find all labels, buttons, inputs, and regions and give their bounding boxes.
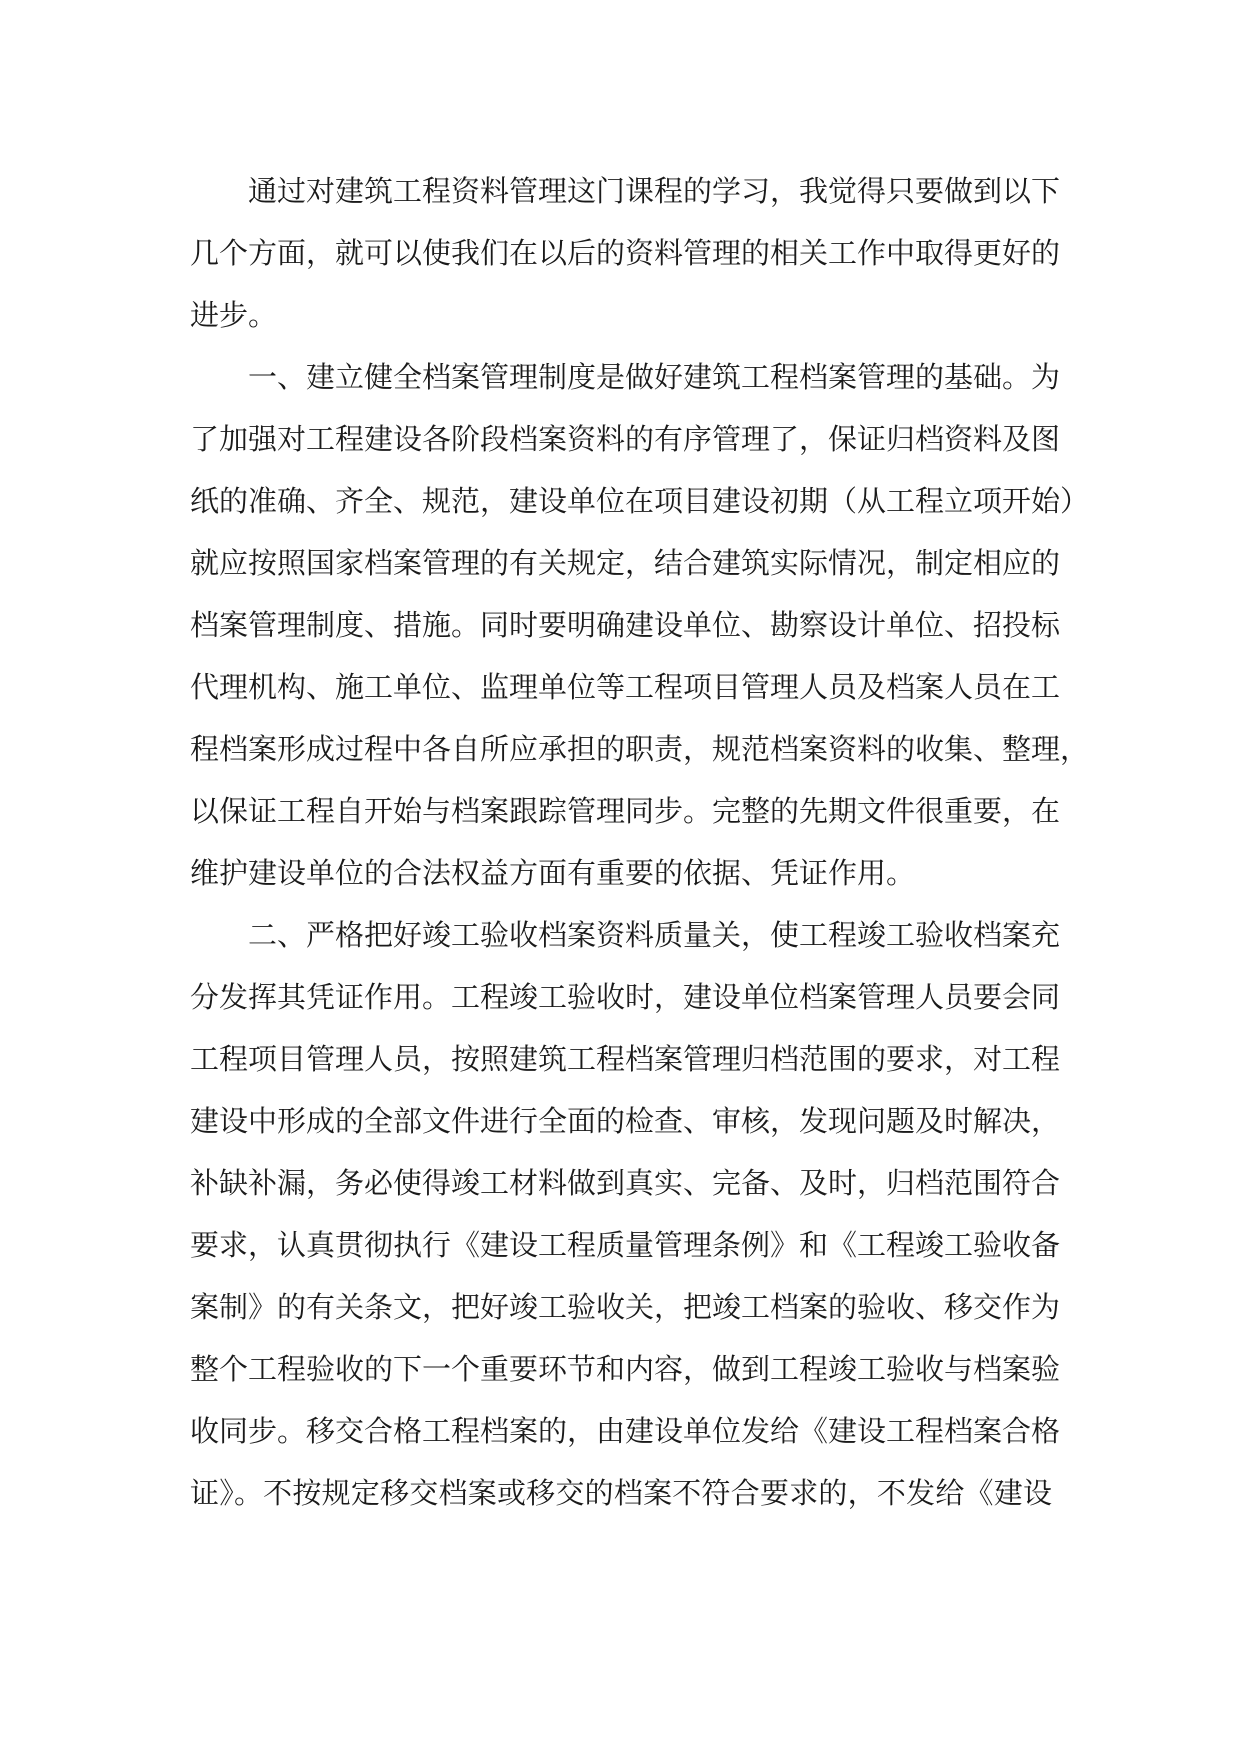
text-line: 代理机构、施工单位、监理单位等工程项目管理人员及档案人员在工 [190,670,1061,704]
text-line: 要求，认真贯彻执行《建设工程质量管理条例》和《工程竣工验收备 [190,1228,1061,1262]
document-body [190,160,1090,1524]
paragraph-intro [190,160,1061,346]
text-line: 收同步。移交合格工程档案的，由建设单位发给《建设工程档案合格 [190,1414,1061,1448]
text-line: 纸的准确、齐全、规范，建设单位在项目建设初期（从工程立项开始） [190,484,1090,518]
paragraph-section-two [190,904,1061,1524]
text-line: 了加强对工程建设各阶段档案资料的有序管理了，保证归档资料及图 [190,422,1061,456]
text-line: 通过对建筑工程资料管理这门课程的学习，我觉得只要做到以下 [248,174,1061,208]
text-line: 整个工程验收的下一个重要环节和内容，做到工程竣工验收与档案验 [190,1352,1061,1386]
paragraph-section-one [190,346,1090,904]
text-line: 二、严格把好竣工验收档案资料质量关，使工程竣工验收档案充 [248,918,1061,952]
text-line: 程档案形成过程中各自所应承担的职责，规范档案资料的收集、整理， [190,732,1090,766]
text-line: 一、建立健全档案管理制度是做好建筑工程档案管理的基础。为 [248,360,1061,394]
text-line: 以保证工程自开始与档案跟踪管理同步。完整的先期文件很重要，在 [190,794,1061,828]
text-line: 补缺补漏，务必使得竣工材料做到真实、完备、及时，归档范围符合 [190,1166,1061,1200]
text-line: 维护建设单位的合法权益方面有重要的依据、凭证作用。 [190,856,916,890]
text-line: 证》。不按规定移交档案或移交的档案不符合要求的，不发给《建设 [190,1476,1052,1510]
text-line: 建设中形成的全部文件进行全面的检查、审核，发现问题及时解决， [190,1104,1061,1138]
text-line: 分发挥其凭证作用。工程竣工验收时，建设单位档案管理人员要会同 [190,980,1061,1014]
text-line: 档案管理制度、措施。同时要明确建设单位、勘察设计单位、招投标 [190,608,1061,642]
text-line: 进步。 [190,298,278,332]
text-line: 案制》的有关条文，把好竣工验收关，把竣工档案的验收、移交作为 [190,1290,1061,1324]
text-line: 几个方面，就可以使我们在以后的资料管理的相关工作中取得更好的 [190,236,1061,270]
text-line: 工程项目管理人员，按照建筑工程档案管理归档范围的要求，对工程 [190,1042,1061,1076]
text-line: 就应按照国家档案管理的有关规定，结合建筑实际情况，制定相应的 [190,546,1061,580]
